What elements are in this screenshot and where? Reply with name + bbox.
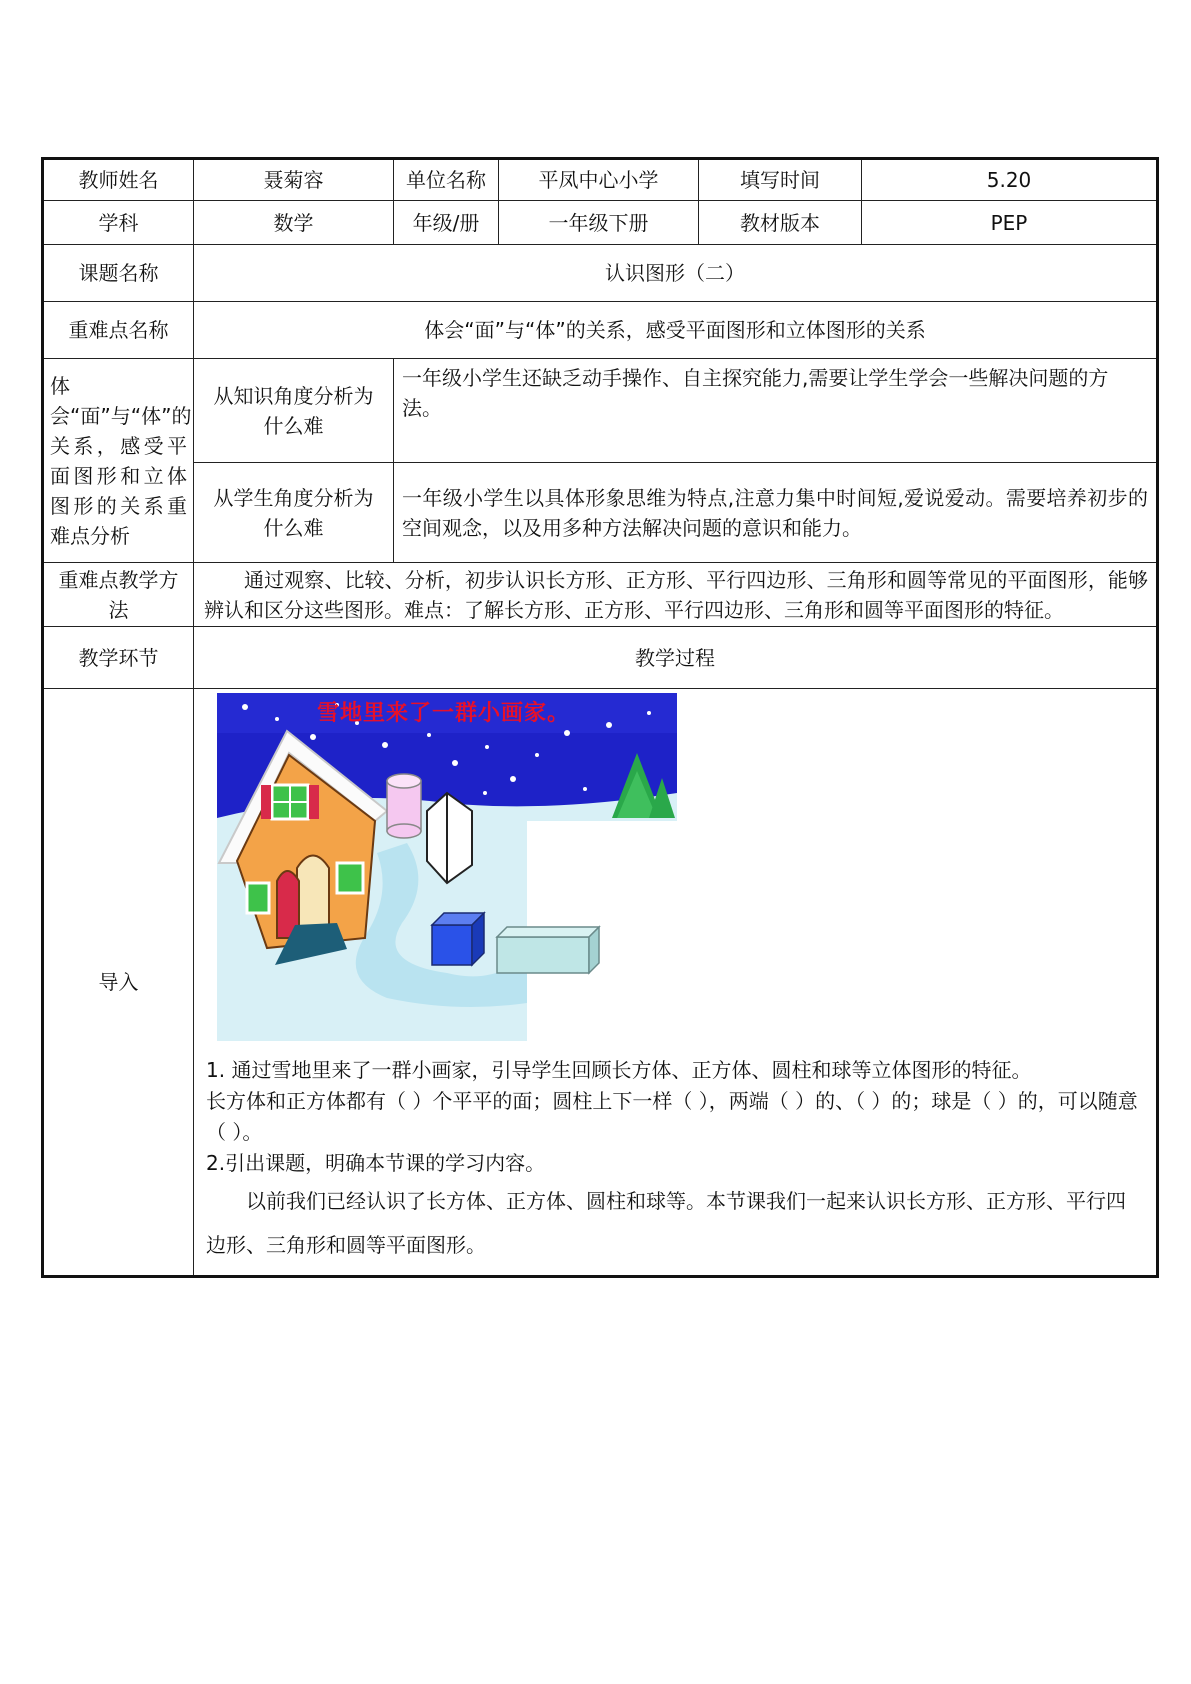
- intro-line-1: 1. 通过雪地里来了一群小画家，引导学生回顾长方体、正方体、圆柱和球等立体图形的特征。: [206, 1058, 1032, 1082]
- keypoint-row: [43, 302, 1158, 359]
- method-label: 重难点教学方法: [43, 563, 194, 627]
- textbook-label: 教材版本: [699, 201, 862, 245]
- topic-label: 课题名称: [43, 245, 194, 302]
- student-label: 从学生角度分析为什么难: [194, 463, 394, 563]
- header-row-1: [43, 159, 1158, 201]
- intro-text: [202, 1041, 1148, 1275]
- lesson-plan-sheet: [41, 157, 1156, 1278]
- method-value: 通过观察、比较、分析，初步认识长方形、正方形、平行四边形、三角形和圆等常见的平面图形，能够辨认和区分这些图形。难点：了解长方形、正方形、平行四边形、三角形和圆等平面图形的特征。: [194, 563, 1158, 627]
- subject-label: 学科: [43, 201, 194, 245]
- time-value: 5.20: [862, 159, 1158, 201]
- intro-row: [43, 689, 1158, 1277]
- process-value: 教学过程: [194, 627, 1158, 689]
- teacher-value: 聂菊容: [194, 159, 394, 201]
- grade-value: 一年级下册: [499, 201, 699, 245]
- analysis-label: 体会“面”与“体”的关系，感受平面图形和立体图形的关系重难点分析: [43, 359, 194, 563]
- keypoint-value: 体会“面”与“体”的关系，感受平面图形和立体图形的关系: [194, 302, 1158, 359]
- intro-line-2: 长方体和正方体都有（ ）个平平的面；圆柱上下一样（ ），两端（ ）的、（ ）的；球是（ ）的，可以随意（ ）。: [206, 1089, 1138, 1144]
- unit-label: 单位名称: [394, 159, 499, 201]
- method-row: [43, 563, 1158, 627]
- keypoint-label: 重难点名称: [43, 302, 194, 359]
- lesson-plan-table: [41, 157, 1159, 1278]
- analysis-row-knowledge: [43, 359, 1158, 463]
- process-header-row: [43, 627, 1158, 689]
- knowledge-label: 从知识角度分析为什么难: [194, 359, 394, 463]
- intro-label: 导入: [43, 689, 194, 1277]
- topic-row: [43, 245, 1158, 302]
- grade-label: 年级/册: [394, 201, 499, 245]
- snow-scene-image: [217, 693, 677, 1041]
- time-label: 填写时间: [699, 159, 862, 201]
- scene-caption: 雪地里来了一群小画家。: [317, 701, 571, 726]
- teacher-label: 教师姓名: [43, 159, 194, 201]
- intro-line-4: 以前我们已经认识了长方体、正方体、圆柱和球等。本节课我们一起来认识长方形、正方形、平行四边形、三角形和圆等平面图形。: [206, 1189, 1126, 1257]
- topic-value: 认识图形（二）: [194, 245, 1158, 302]
- analysis-row-student: [43, 463, 1158, 563]
- intro-content: [194, 689, 1158, 1277]
- header-row-2: [43, 201, 1158, 245]
- intro-line-3: 2.引出课题，明确本节课的学习内容。: [206, 1151, 546, 1175]
- student-value: 一年级小学生以具体形象思维为特点,注意力集中时间短,爱说爱动。需要培养初步的空间观念，以及用多种方法解决问题的意识和能力。: [394, 463, 1158, 563]
- unit-value: 平凤中心小学: [499, 159, 699, 201]
- textbook-value: PEP: [862, 201, 1158, 245]
- process-label: 教学环节: [43, 627, 194, 689]
- subject-value: 数学: [194, 201, 394, 245]
- snow-scene-illustration: [217, 693, 677, 1041]
- knowledge-value: 一年级小学生还缺乏动手操作、自主探究能力,需要让学生学会一些解决问题的方法。: [394, 359, 1158, 463]
